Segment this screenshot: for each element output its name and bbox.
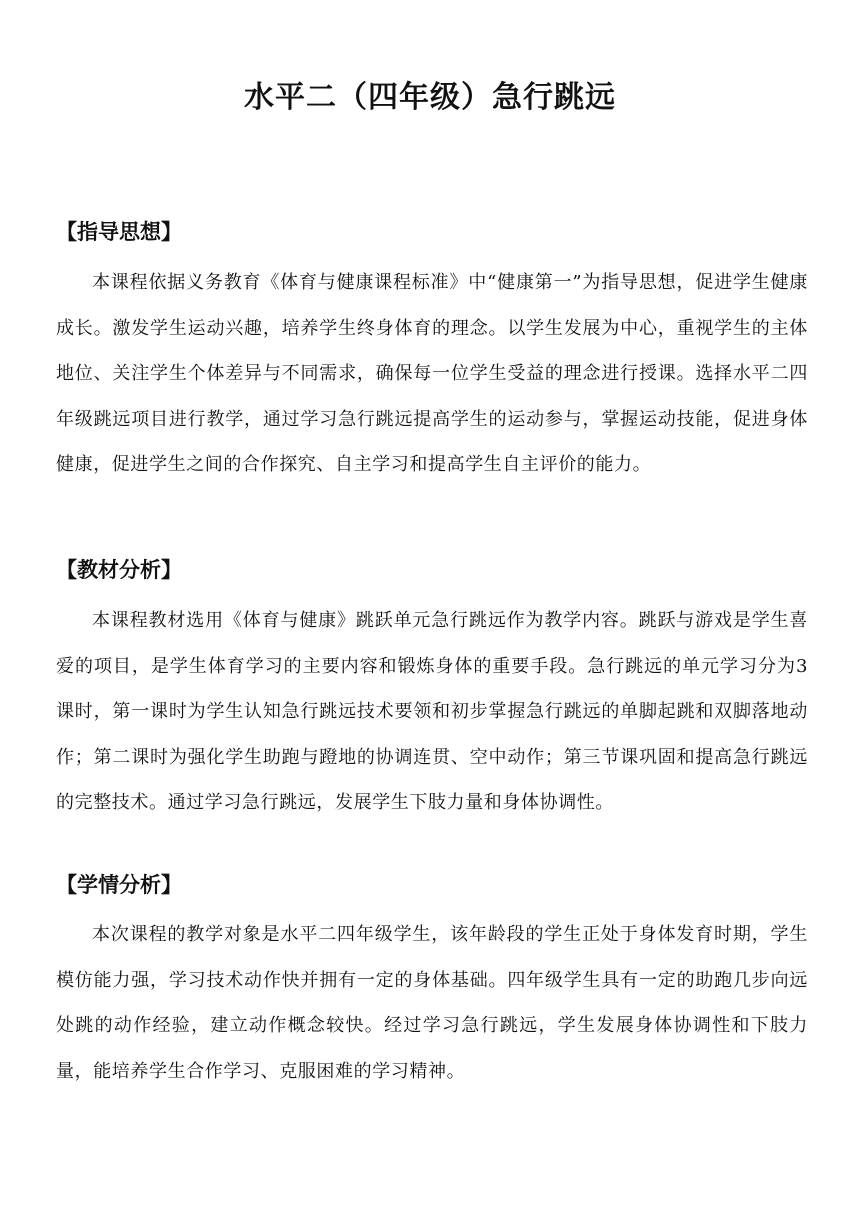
section-guiding-ideology bbox=[56, 217, 808, 488]
section-paragraph: 本课程教材选用《体育与健康》跳跃单元急行跳远作为教学内容。跳跃与游戏是学生喜爱的项目，是学生体育学习的主要内容和锻炼身体的重要手段。急行跳远的单元学习分为3课时，第一课时为学生认知急行跳远技术要领和初步掌握急行跳远的单脚起跳和双脚落地动作；第二课时为强化学生助跑与蹬地的协调连贯、空中动作；第三节课巩固和提高急行跳远的完整技术。通过学习急行跳远，发展学生下肢力量和身体协调性。 bbox=[56, 610, 808, 813]
section-heading: 【学情分析】 bbox=[56, 873, 182, 897]
document-title: 水平二（四年级）急行跳远 bbox=[244, 80, 616, 115]
section-heading: 【教材分析】 bbox=[56, 558, 182, 582]
section-paragraph: 本次课程的教学对象是水平二四年级学生，该年龄段的学生正处于身体发育时期，学生模仿能力强，学习技术动作快并拥有一定的身体基础。四年级学生具有一定的助跑几步向远处跳的动作经验，建立动作概念较快。经过学习急行跳远，学生发展身体协调性和下肢力量，能培养学生合作学习、克服困难的学习精神。 bbox=[56, 924, 808, 1082]
section-heading: 【指导思想】 bbox=[56, 220, 182, 244]
section-student-analysis bbox=[56, 870, 808, 1094]
section-material-analysis bbox=[56, 555, 808, 826]
section-paragraph: 本课程依据义务教育《体育与健康课程标准》中“健康第一”为指导思想，促进学生健康成长。激发学生运动兴趣，培养学生终身体育的理念。以学生发展为中心，重视学生的主体地位、关注学生个体差异与不同需求，确保每一位学生受益的理念进行授课。选择水平二四年级跳远项目进行教学，通过学习急行跳远提高学生的运动参与，掌握运动技能，促进身体健康，促进学生之间的合作探究、自主学习和提高学生自主评价的能力。 bbox=[56, 272, 808, 475]
